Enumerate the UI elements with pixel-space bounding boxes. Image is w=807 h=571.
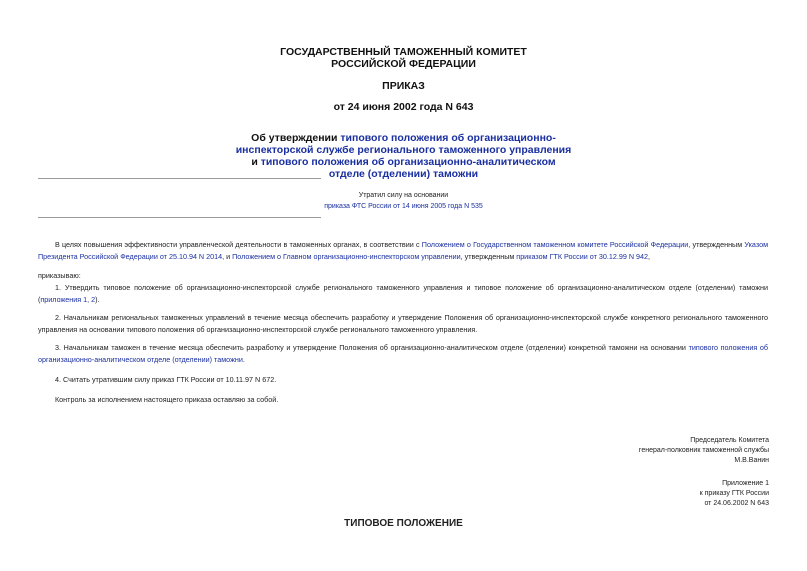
signature-name: М.В.Ванин [734,457,769,464]
link-gtk-order-942[interactable]: приказом ГТК России от 30.12.99 N 942 [516,252,649,261]
signature-rank: генерал-полковник таможенной службы [638,447,769,454]
notice-link-wrap [0,201,807,212]
appendix-block [700,479,769,509]
item-3-text: 3. Начальникам таможен в течение месяца обеспечить разработку и утверждение Положения об организационно-аналитическом отделе (отделении) конкретной таможни на основании [55,343,689,352]
notice-top-rule [38,178,321,179]
preamble-text-5: , [648,252,651,261]
title-link-analytics-department[interactable]: типового положения об организационно-аналитическом отделе (отделении) таможни [260,156,556,180]
preamble-text-1: В целях повышения эффективности управленческой деятельности в таможенных органах, в соответствии с [55,240,422,249]
title-middle: и [251,156,261,168]
preamble-paragraph [38,239,768,263]
item-3-end: . [242,355,245,364]
link-presidential-decree[interactable]: Указом Президента Российской Федерации от 25.10.94 N 2014 [38,240,769,261]
link-gtk-regulation[interactable]: Положением о Государственном таможенном комитете Российской Федерации [421,240,689,249]
order-word: приказываю: [38,271,81,280]
preamble-text-3: , и [222,252,233,261]
org-name-line1: ГОСУДАРСТВЕННЫЙ ТАМОЖЕННЫЙ КОМИТЕТ [280,46,527,58]
link-main-inspection-regulation[interactable]: Положением о Главном организационно-инспекторском управлении [232,252,461,261]
appendix-ref: к приказу ГТК России [699,490,769,497]
preamble-text-4: , утвержденным [460,252,517,261]
link-appendices-1-2[interactable]: приложения 1, 2 [40,295,96,304]
title-link-inspection-service[interactable]: типового положения об организационно-инспекторской службе регионального таможенного управления [235,132,572,156]
link-typical-analytics-regulation[interactable]: типового положения об организационно-аналитическом отделе (отделении) таможни [38,343,768,364]
title-prefix: Об утверждении [251,132,341,144]
doc-type: ПРИКАЗ [382,80,425,92]
doc-date-number: от 24 июня 2002 года N 643 [333,101,474,113]
signature-block [639,436,769,466]
doc-title [0,132,807,180]
org-name-line2: РОССИЙСКОЙ ФЕДЕРАЦИИ [331,58,476,70]
section-title: ТИПОВОЕ ПОЛОЖЕНИЕ [344,518,463,529]
appendix-number: Приложение 1 [722,480,769,487]
order-item-2: 2. Начальникам региональных таможенных управлений в течение месяца обеспечить разработку и утверждение Положения об организационно-инспекторской службе конкретного регионального таможенного управления на основании типового положения об организационно-инспекторской службе регионального таможенного управления. [38,313,768,334]
control-clause: Контроль за исполнением настоящего приказа оставляю за собой. [55,395,279,404]
item-1-end: ). [95,295,100,304]
signature-title: Председатель Комитета [690,437,769,444]
item-1-text: 1. Утвердить типовое положение об организационно-инспекторской службе регионального таможенного управления и типовое положение об организационно-аналитическом отделе (отделении) таможни ( [38,283,768,304]
notice-link-fts-order[interactable]: приказа ФТС России от 14 июня 2005 года N 535 [324,203,483,210]
order-item-3 [38,342,768,366]
notice-text: Утратил силу на основании [358,192,449,199]
order-item-1 [38,282,768,306]
appendix-date: от 24.06.2002 N 643 [704,500,769,507]
order-item-4: 4. Считать утратившим силу приказ ГТК России от 10.11.97 N 672. [55,375,277,384]
preamble-text-2: , утвержденным [688,240,745,249]
notice-bottom-rule [38,217,321,218]
